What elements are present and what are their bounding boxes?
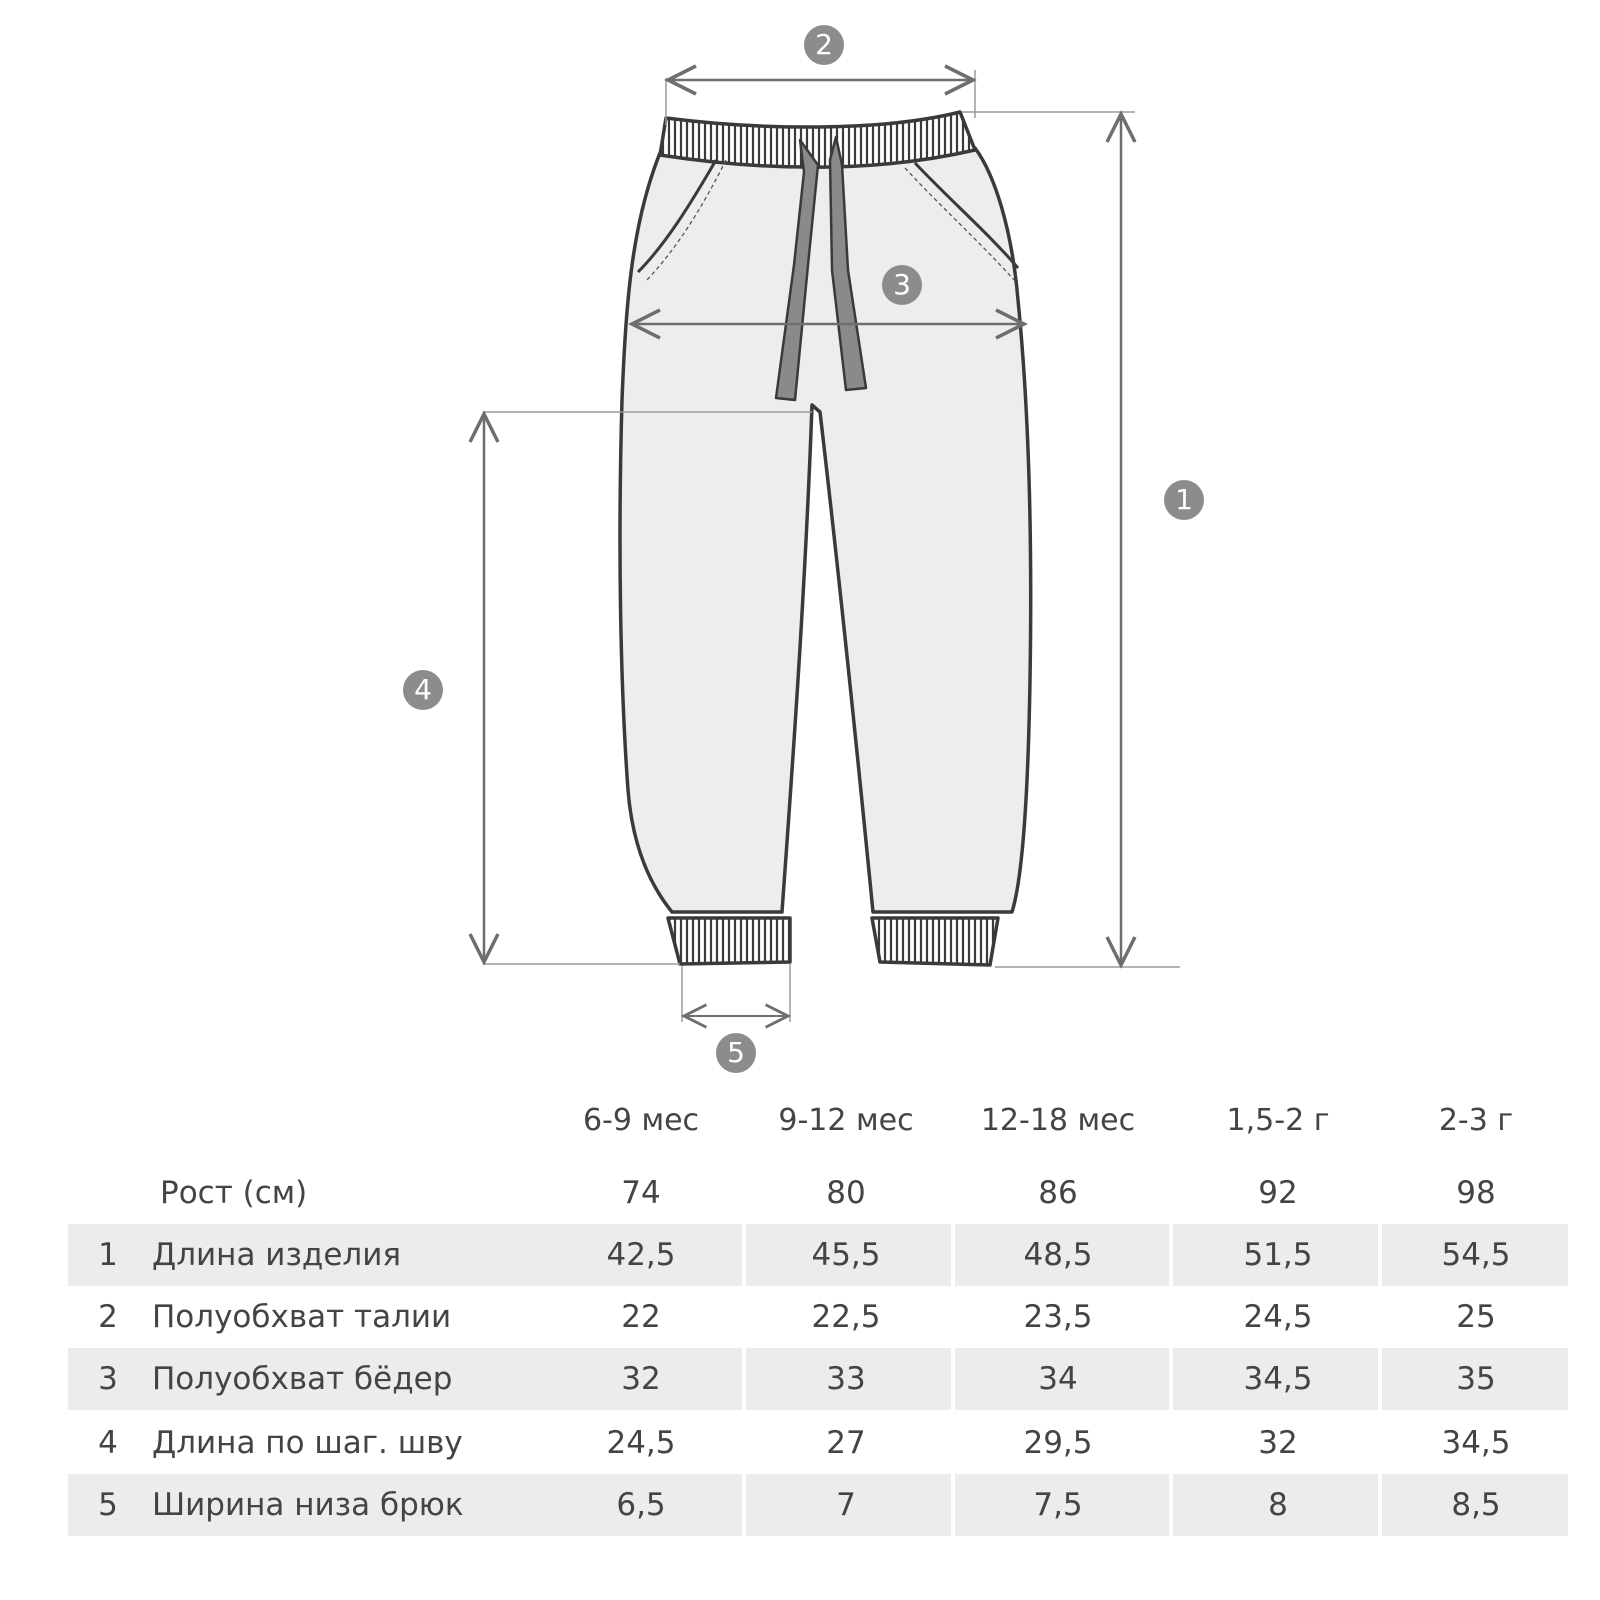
height-label: Рост (см) [160, 1175, 308, 1211]
row-value: 29,5 [1023, 1425, 1093, 1461]
row-value: 45,5 [811, 1237, 881, 1273]
row-value: 34 [1038, 1361, 1078, 1397]
row-value: 48,5 [1023, 1237, 1093, 1273]
table-row [68, 1348, 1568, 1410]
row-value: 22,5 [811, 1299, 881, 1335]
height-value: 74 [621, 1175, 661, 1211]
row-number: 2 [98, 1299, 118, 1335]
row-number: 5 [98, 1487, 118, 1523]
table-row [68, 1224, 1568, 1286]
size-col-4: 1,5-2 г [1226, 1103, 1330, 1138]
row-value: 6,5 [616, 1487, 666, 1523]
row-value: 32 [1258, 1425, 1298, 1461]
row-value: 24,5 [1243, 1299, 1313, 1335]
row-value: 51,5 [1243, 1237, 1313, 1273]
row-label: Длина изделия [152, 1237, 402, 1273]
height-value: 86 [1038, 1175, 1078, 1211]
row-number: 4 [98, 1425, 118, 1461]
row-value: 32 [621, 1361, 661, 1397]
height-row [68, 1162, 1568, 1224]
row-value: 35 [1456, 1361, 1496, 1397]
badge-2: 2 [804, 25, 844, 65]
row-value: 33 [826, 1361, 866, 1397]
row-value: 34,5 [1243, 1361, 1313, 1397]
left-cuff [668, 918, 790, 964]
row-value: 23,5 [1023, 1299, 1093, 1335]
row-value: 54,5 [1441, 1237, 1511, 1273]
row-label: Полуобхват бёдер [152, 1361, 453, 1397]
badge-4: 4 [403, 670, 443, 710]
table-row [68, 1286, 1568, 1348]
badge-1: 1 [1164, 480, 1204, 520]
row-label: Ширина низа брюк [152, 1487, 464, 1523]
table-row [68, 1474, 1568, 1536]
row-value: 7,5 [1033, 1487, 1083, 1523]
row-value: 8,5 [1451, 1487, 1501, 1523]
row-number: 1 [98, 1237, 118, 1273]
pants-body [620, 148, 1031, 912]
height-value: 80 [826, 1175, 866, 1211]
row-value: 24,5 [606, 1425, 676, 1461]
row-label: Длина по шаг. шву [152, 1425, 463, 1461]
row-value: 25 [1456, 1299, 1496, 1335]
right-cuff [872, 918, 998, 965]
height-value: 92 [1258, 1175, 1298, 1211]
badge-5: 5 [716, 1033, 756, 1073]
row-value: 27 [826, 1425, 866, 1461]
size-col-1: 6-9 мес [582, 1103, 700, 1138]
height-value: 98 [1456, 1175, 1496, 1211]
size-header-row [68, 1090, 1568, 1152]
row-value: 8 [1268, 1487, 1288, 1523]
waistband [660, 112, 975, 167]
row-label: Полуобхват талии [152, 1299, 452, 1335]
table-row [68, 1412, 1568, 1474]
row-value: 7 [836, 1487, 856, 1523]
row-value: 34,5 [1441, 1425, 1511, 1461]
size-col-5: 2-3 г [1438, 1103, 1514, 1138]
badge-3: 3 [882, 265, 922, 305]
row-value: 22 [621, 1299, 661, 1335]
size-col-3: 12-18 мес [980, 1103, 1136, 1138]
row-value: 42,5 [606, 1237, 676, 1273]
row-number: 3 [98, 1361, 118, 1397]
size-col-2: 9-12 мес [778, 1103, 914, 1138]
